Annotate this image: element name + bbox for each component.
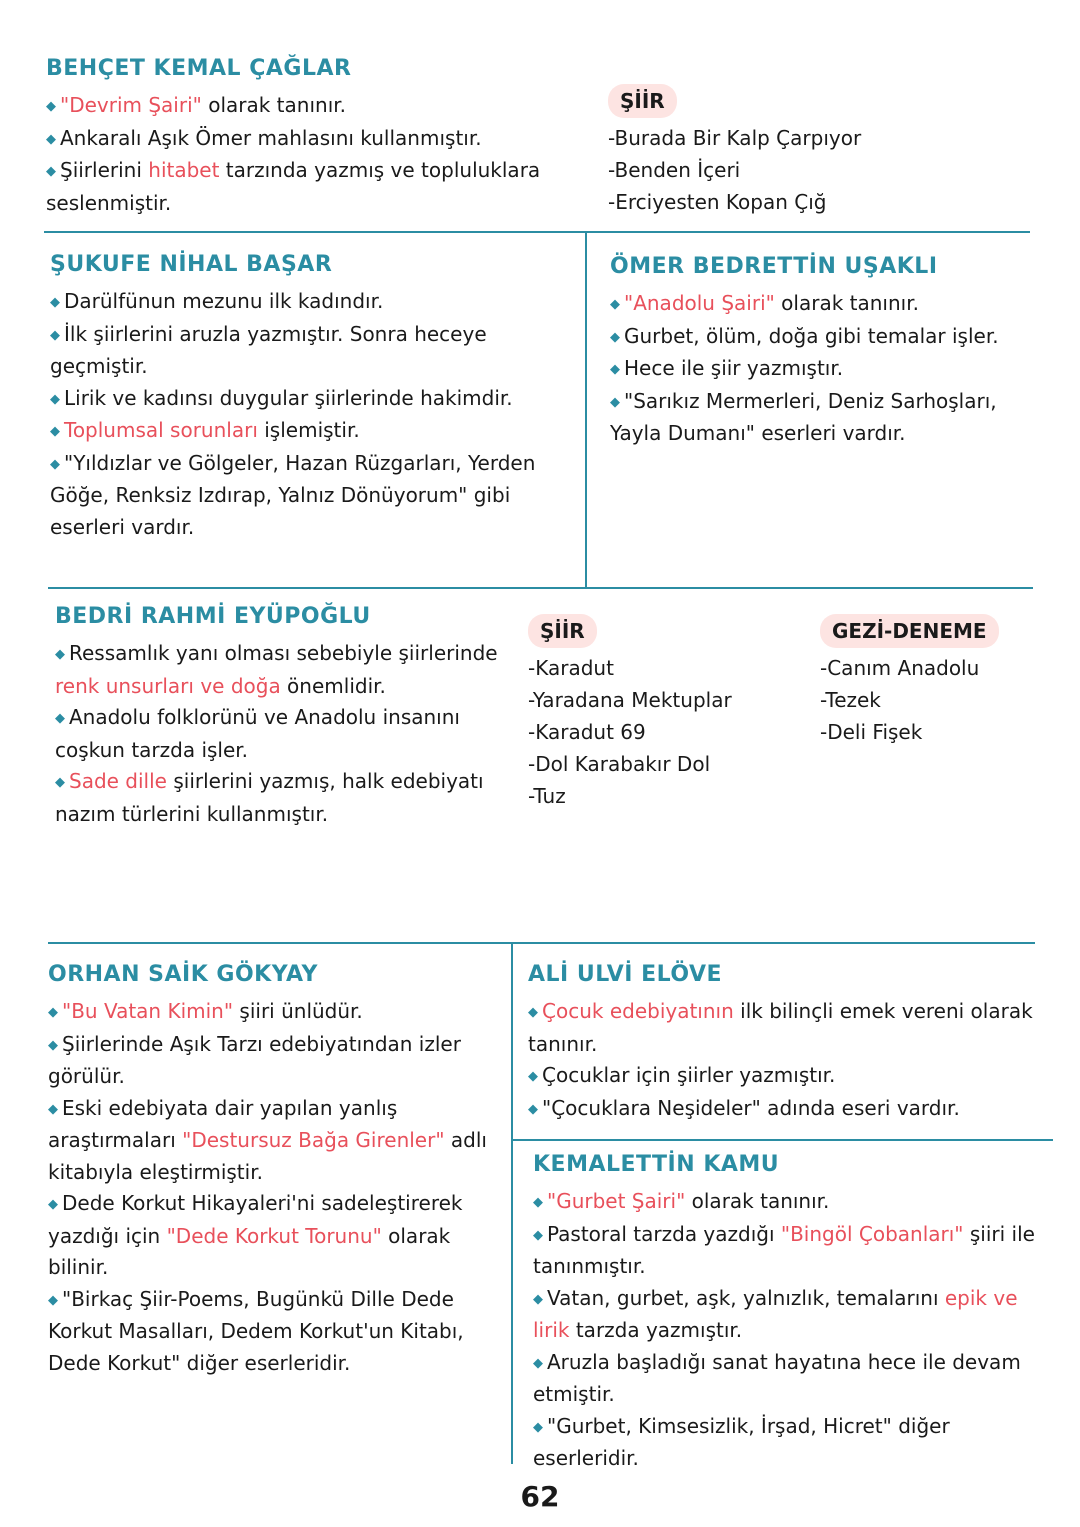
- works-bedri-essays: [820, 614, 1060, 748]
- section-bedri: [55, 602, 510, 830]
- works-bedri-poems: [528, 614, 808, 812]
- section-title: KEMALETTİN KAMU: [533, 1152, 780, 1177]
- works-behcet: [608, 84, 1028, 218]
- section-ali: [528, 960, 1048, 1125]
- fact: ◆ Pastoral tarzda yazdığı "Bingöl Çobanları" şiiri ile tanınmıştır.: [533, 1221, 1035, 1278]
- fact: ◆ "Devrim Şairi" olarak tanınır.: [46, 93, 346, 117]
- fact: ◆ Gurbet, ölüm, doğa gibi temalar işler.: [610, 323, 999, 348]
- fact: ◆ "Çocuklara Neşideler" adında eseri vardır.: [528, 1095, 960, 1120]
- fact: ◆ Şiirlerinde Aşık Tarzı edebiyatından izler görülür.: [48, 1031, 461, 1088]
- genre-pill: ŞİİR: [528, 614, 597, 648]
- fact: ◆ Aruzla başladığı sanat hayatına hece ile devam etmiştir.: [533, 1349, 1021, 1406]
- work-item: -Dol Karabakır Dol: [528, 752, 711, 776]
- fact: ◆ Darülfünun mezunu ilk kadındır.: [50, 289, 384, 313]
- page-number: 62: [520, 1480, 560, 1513]
- work-item: -Yaradana Mektuplar: [528, 688, 732, 712]
- fact: ◆ Lirik ve kadınsı duygular şiirlerinde hakimdir.: [50, 385, 513, 410]
- section-title: ÖMER BEDRETTİN UŞAKLI: [610, 254, 938, 279]
- divider-4: [48, 942, 1035, 944]
- fact: ◆ "Bu Vatan Kimin" şiiri ünlüdür.: [48, 999, 363, 1023]
- genre-pill: ŞİİR: [608, 84, 677, 118]
- work-item: -Karadut: [528, 656, 614, 680]
- divider-5: [511, 944, 513, 1464]
- section-orhan: [48, 960, 503, 1379]
- section-kemalettin: [533, 1150, 1053, 1475]
- section-omer: [610, 252, 1030, 450]
- divider-2: [585, 233, 587, 588]
- genre-pill: GEZİ-DENEME: [820, 614, 999, 648]
- fact: ◆ Şiirlerini hitabet tarzında yazmış ve topluluklara seslenmiştir.: [46, 158, 541, 215]
- fact: ◆ Anadolu folklorünü ve Anadolu insanını coşkun tarzda işler.: [55, 705, 460, 762]
- fact: ◆ Çocuklar için şiirler yazmıştır.: [528, 1063, 836, 1087]
- fact: ◆ İlk şiirlerini aruzla yazmıştır. Sonra heceye geçmiştir.: [50, 321, 487, 378]
- fact: ◆ Eski edebiyata dair yapılan yanlış araştırmaları "Destursuz Bağa Girenler" adlı kitabıyla eleştirmiştir.: [48, 1095, 487, 1184]
- fact: ◆ Toplumsal sorunları işlemiştir.: [50, 418, 360, 442]
- fact: ◆ "Gurbet Şairi" olarak tanınır.: [533, 1189, 830, 1213]
- work-item: -Canım Anadolu: [820, 656, 980, 680]
- section-title: ŞUKUFE NİHAL BAŞAR: [50, 252, 333, 277]
- section-title: ORHAN SAİK GÖKYAY: [48, 962, 318, 987]
- section-title: ALİ ULVİ ELÖVE: [528, 962, 723, 987]
- fact: ◆ "Anadolu Şairi" olarak tanınır.: [610, 291, 919, 315]
- fact: ◆ Dede Korkut Hikayaleri'ni sadeleştirerek yazdığı için "Dede Korkut Torunu" olarak bilinir.: [48, 1191, 463, 1279]
- work-item: -Tuz: [528, 784, 566, 808]
- fact: ◆ Ankaralı Aşık Ömer mahlasını kullanmıştır.: [46, 125, 482, 150]
- work-item: -Deli Fişek: [820, 720, 923, 744]
- divider-1: [44, 231, 1030, 233]
- work-item: -Benden İçeri: [608, 158, 741, 182]
- work-item: -Tezek: [820, 688, 881, 712]
- fact: ◆ Hece ile şiir yazmıştır.: [610, 356, 844, 380]
- divider-6: [513, 1139, 1053, 1141]
- fact: ◆ "Sarıkız Mermerleri, Deniz Sarhoşları, Yayla Dumanı" eserleri vardır.: [610, 388, 997, 445]
- section-sukufe: [50, 250, 575, 543]
- fact: ◆ Vatan, gurbet, aşk, yalnızlık, temalarını epik ve lirik tarzda yazmıştır.: [533, 1285, 1018, 1342]
- section-behcet: [46, 54, 576, 219]
- work-item: -Karadut 69: [528, 720, 646, 744]
- divider-3: [48, 587, 1033, 589]
- work-item: -Erciyesten Kopan Çığ: [608, 190, 827, 214]
- fact: ◆ "Gurbet, Kimsesizlik, İrşad, Hicret" diğer eserleridir.: [533, 1413, 950, 1470]
- section-title: BEDRİ RAHMİ EYÜPOĞLU: [55, 604, 371, 629]
- work-item: -Burada Bir Kalp Çarpıyor: [608, 126, 862, 150]
- fact: ◆ "Birkaç Şiir-Poems, Bugünkü Dille Dede Korkut Masalları, Dedem Korkut'un Kitabı, Dede Korkut" diğer eserleridir.: [48, 1286, 464, 1375]
- fact: ◆ Sade dille şiirlerini yazmış, halk edebiyatı nazım türlerini kullanmıştır.: [55, 769, 484, 826]
- fact: ◆ "Yıldızlar ve Gölgeler, Hazan Rüzgarları, Yerden Göğe, Renksiz Izdırap, Yalnız Dönüyorum" gibi eserleri vardır.: [50, 450, 536, 539]
- section-title: BEHÇET KEMAL ÇAĞLAR: [46, 56, 352, 81]
- fact: ◆ Çocuk edebiyatının ilk bilinçli emek vereni olarak tanınır.: [528, 999, 1033, 1056]
- fact: ◆ Ressamlık yanı olması sebebiyle şiirlerinde renk unsurları ve doğa önemlidir.: [55, 641, 498, 698]
